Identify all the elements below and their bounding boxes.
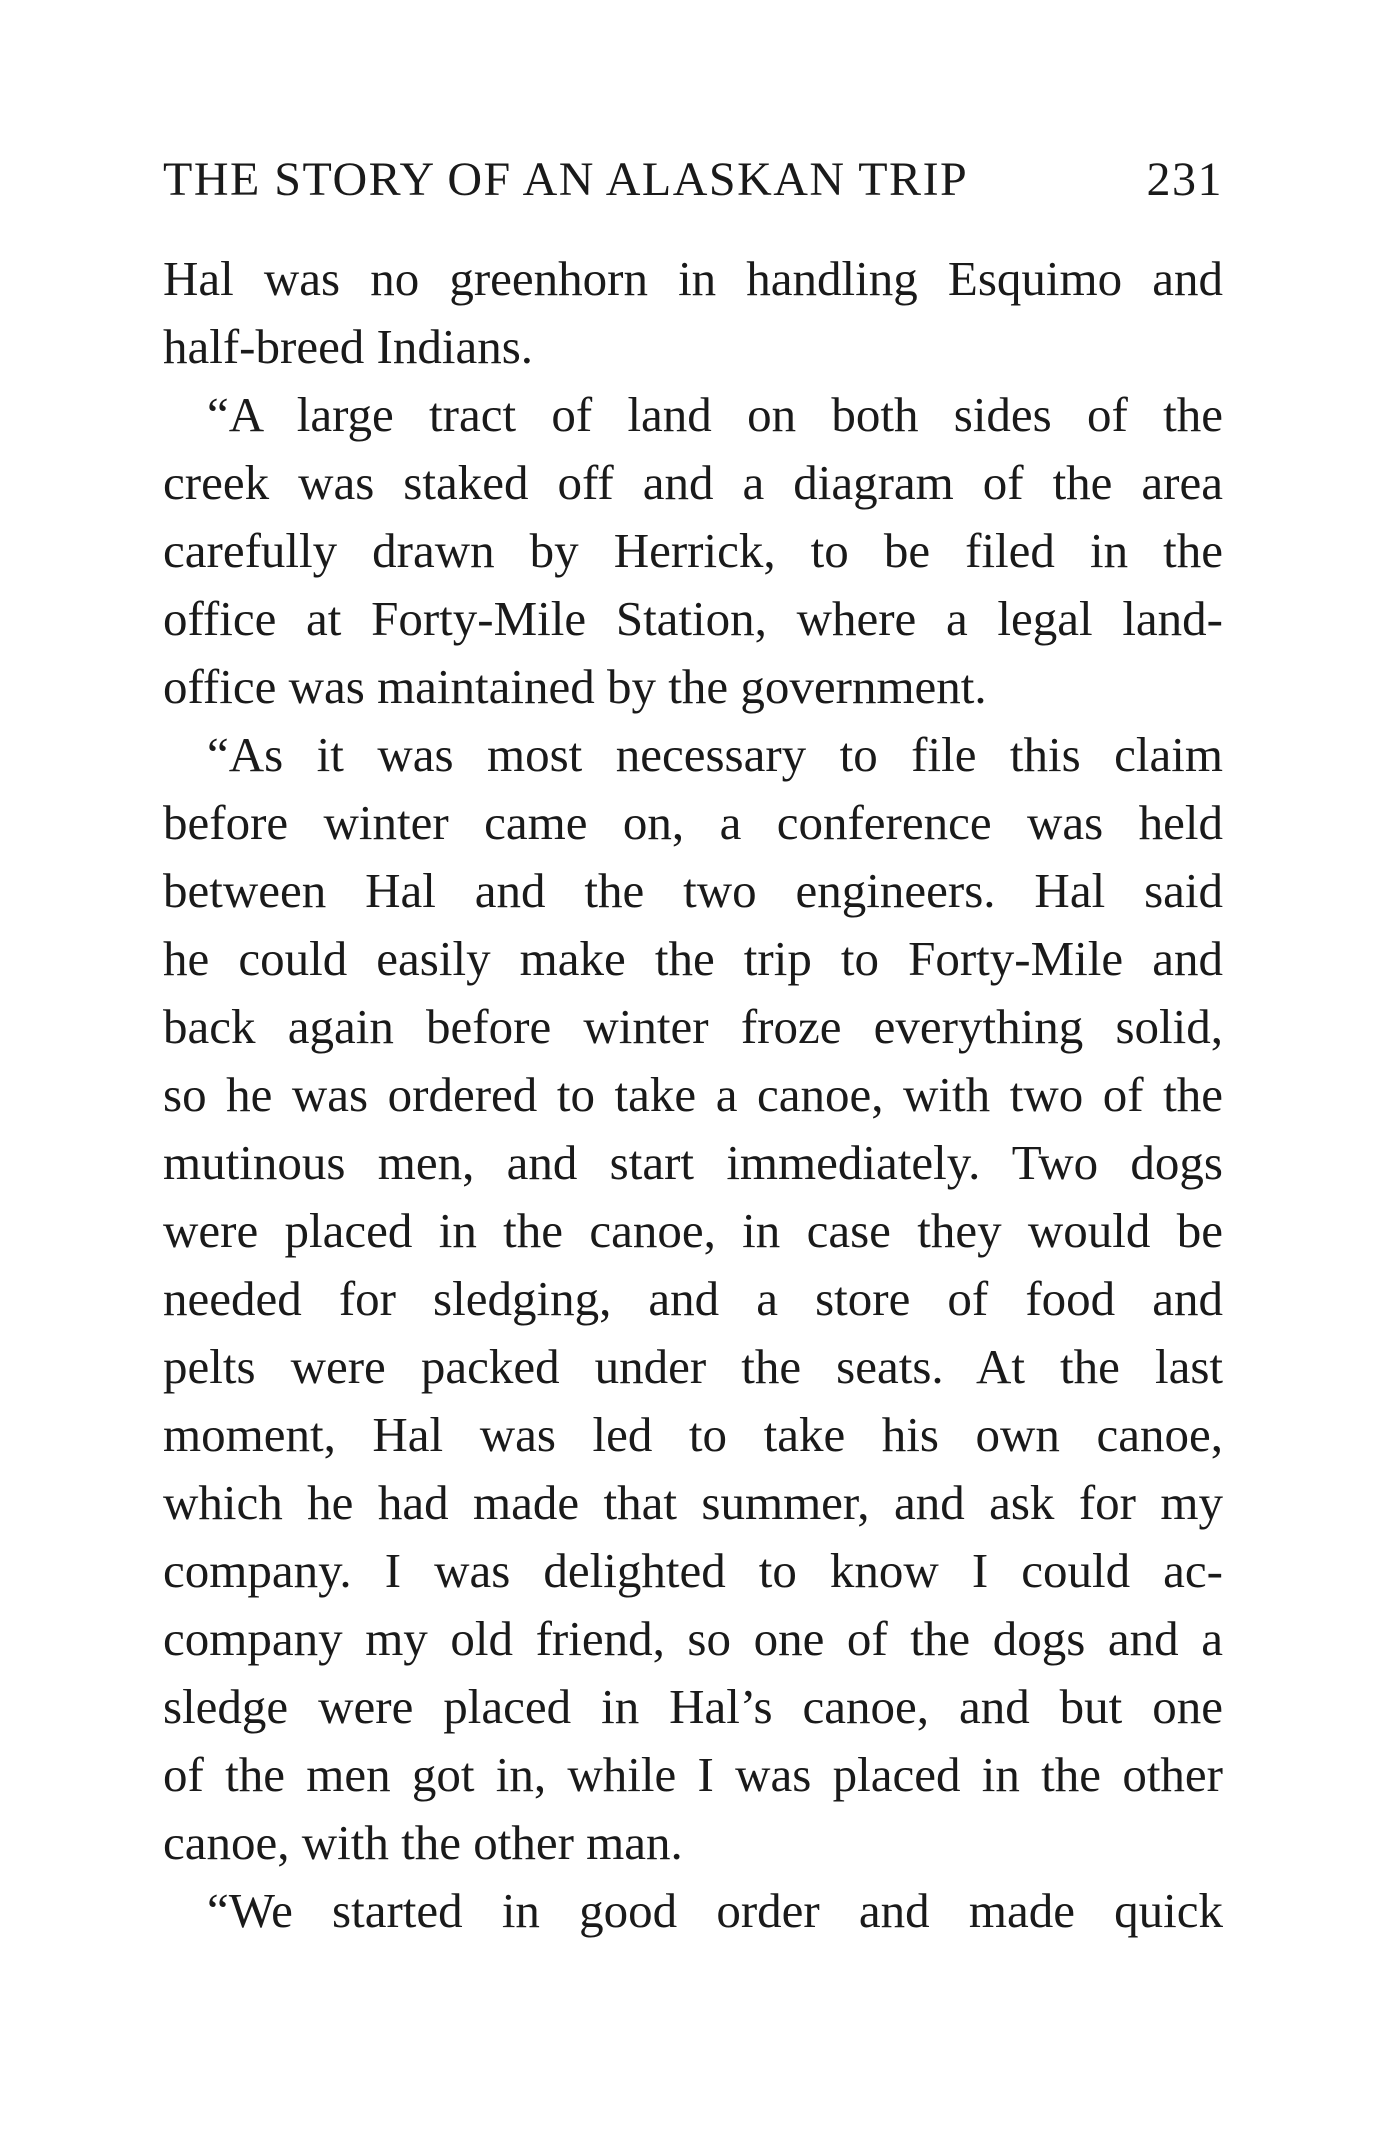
text-line: “We started in good order and made quick [207,1883,1223,1938]
text-line: moment, Hal was led to take his own canoe, [163,1407,1223,1462]
text-line: office at Forty-Mile Station, where a legal land- [163,591,1223,646]
running-head [163,152,1223,212]
text-line: back again before winter froze everything solid, [163,999,1223,1054]
text-line: pelts were packed under the seats. At the last [163,1339,1223,1394]
text-line: needed for sledging, and a store of food and [163,1271,1223,1326]
text-line: before winter came on, a conference was held [163,795,1223,850]
text-line: Hal was no greenhorn in handling Esquimo and [163,251,1223,306]
text-line: he could easily make the trip to Forty-Mile and [163,931,1223,986]
text-line: company my old friend, so one of the dogs and a [163,1611,1223,1666]
text-line: office was maintained by the government. [163,659,987,714]
text-line: which he had made that summer, and ask for my [163,1475,1223,1530]
text-line: canoe, with the other man. [163,1815,683,1870]
page-number: 231 [1146,153,1223,206]
text-line: half-breed Indians. [163,319,534,374]
text-line: mutinous men, and start immediately. Two dogs [163,1135,1223,1190]
text-line: carefully drawn by Herrick, to be filed in the [163,523,1223,578]
text-line: were placed in the canoe, in case they would be [163,1203,1223,1258]
text-line: “As it was most necessary to file this claim [207,727,1223,782]
text-line: creek was staked off and a diagram of the area [163,455,1223,510]
text-line: “A large tract of land on both sides of the [207,387,1223,442]
text-line: of the men got in, while I was placed in the other [163,1747,1223,1802]
running-head-title: THE STORY OF AN ALASKAN TRIP [163,153,969,206]
text-line: company. I was delighted to know I could ac- [163,1543,1223,1598]
text-line: between Hal and the two engineers. Hal said [163,863,1223,918]
body-text [163,245,1223,1945]
text-line: sledge were placed in Hal’s canoe, and but one [163,1679,1223,1734]
text-line: so he was ordered to take a canoe, with two of the [163,1067,1223,1122]
